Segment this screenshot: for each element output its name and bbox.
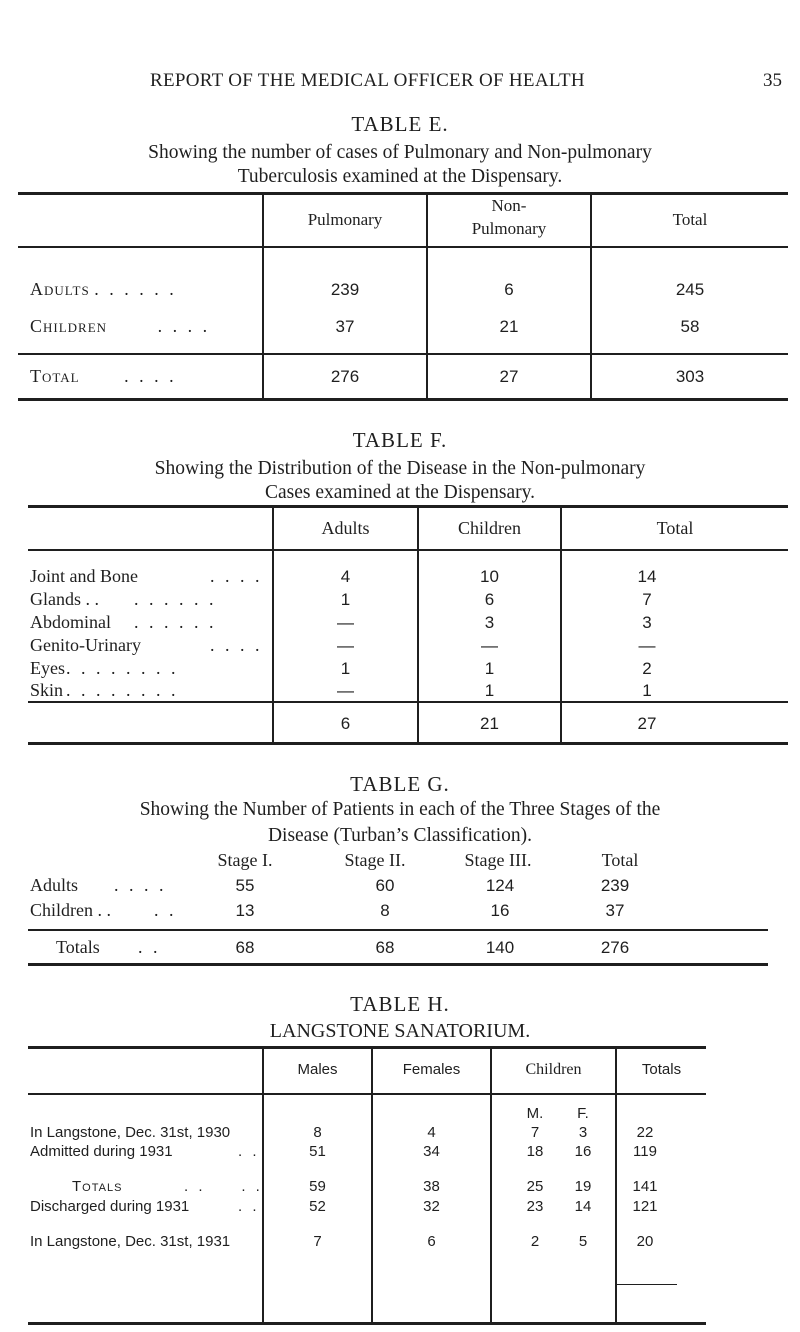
- table-g-cell: 239: [600, 876, 630, 895]
- table-f-cell: 1: [340, 590, 351, 609]
- table-e-cell: 58: [680, 317, 700, 336]
- table-h-cell: 141: [632, 1178, 658, 1195]
- table-h-cell: 7: [313, 1233, 322, 1250]
- table-h-cell: 51: [309, 1143, 326, 1160]
- table-e-top-rule: [18, 192, 788, 195]
- table-h-cell: 121: [632, 1198, 658, 1215]
- table-g-cell: 16: [490, 901, 510, 920]
- table-f-row-label: Joint and Bone . . . .: [30, 566, 263, 586]
- table-f-cell: 2: [642, 659, 652, 678]
- table-g-subtitle-2: Disease (Turban’s Classification).: [267, 825, 533, 846]
- table-e-cell: 6: [504, 280, 514, 299]
- table-e-col-non-2: Pulmonary: [471, 219, 547, 238]
- table-f-subtitle-2: Cases examined at the Dispensary.: [264, 482, 536, 503]
- table-f-cell: —: [638, 636, 656, 655]
- table-e-row-label: Children . . . .: [30, 316, 211, 336]
- table-h-title: TABLE H.: [350, 992, 450, 1016]
- table-f-cell: 14: [637, 567, 657, 586]
- table-g-col-stage1: Stage I.: [217, 850, 273, 870]
- table-h-row-label: Totals . . . .: [72, 1178, 263, 1195]
- table-g-title: TABLE G.: [350, 772, 450, 796]
- table-e-total-rule: [18, 353, 788, 355]
- table-h-bottom-rule: [28, 1322, 706, 1325]
- table-f-cell: 1: [642, 681, 652, 700]
- table-f-cell: 7: [642, 590, 652, 609]
- table-e-title: TABLE E.: [351, 112, 449, 136]
- table-e-cell: 239: [330, 280, 360, 299]
- table-e-header-rule: [18, 246, 788, 248]
- table-g-total-cell: 140: [485, 938, 515, 957]
- table-f-cell: 3: [642, 613, 652, 632]
- table-g-subtitle-1: Showing the Number of Patients in each of the Three Stages of the: [139, 799, 661, 820]
- table-e-bottom-rule: [18, 398, 788, 401]
- page-header: [0, 70, 800, 100]
- table-g-cell: 8: [380, 901, 390, 920]
- table-f-total-cell: 27: [637, 714, 657, 733]
- table-h-row-label: Discharged during 1931 . .: [30, 1198, 260, 1215]
- table-f-top-rule: [28, 505, 788, 508]
- table-h-cell: 7: [530, 1124, 540, 1141]
- table-f-cell: 6: [484, 590, 495, 609]
- table-h-cell: 20: [636, 1233, 654, 1250]
- table-f-cell: 4: [340, 567, 351, 586]
- table-g-col-stage3: Stage III.: [464, 850, 532, 870]
- table-e-col-total: Total: [672, 210, 708, 229]
- table-g-cell: 55: [235, 876, 255, 895]
- table-h-cell: 38: [423, 1178, 440, 1195]
- table-f-subtitle-1: Showing the Distribution of the Disease in the Non-pulmonary: [154, 458, 646, 479]
- table-f-row-label: Abdominal . . . . . .: [30, 612, 217, 632]
- table-h-totals-rule: [617, 1284, 677, 1285]
- table-h-col-totals: Totals: [641, 1061, 682, 1078]
- table-h-cell: 4: [427, 1124, 436, 1141]
- table-f-total-cell: 6: [340, 714, 351, 733]
- table-f-row-label: Eyes . . . . . . . .: [30, 658, 179, 678]
- table-f-cell: —: [337, 636, 354, 655]
- table-g-col-total: Total: [601, 850, 639, 870]
- table-f-cell: —: [337, 681, 354, 700]
- table-f-header-rule: [28, 549, 788, 551]
- table-h-header-rule: [28, 1093, 706, 1095]
- table-h-cell: 16: [574, 1143, 592, 1160]
- table-f-col-adults: Adults: [321, 518, 370, 538]
- table-e-cell: 276: [330, 367, 360, 386]
- page-number: 35: [763, 70, 782, 91]
- table-h-cell: 32: [423, 1198, 440, 1215]
- table-h-col-females: Females: [402, 1061, 461, 1078]
- table-f-row-label: Skin . . . . . . . .: [30, 680, 179, 700]
- table-h-cell: 5: [578, 1233, 588, 1250]
- table-h-col-children: Children: [525, 1061, 582, 1078]
- table-g-cell: 13: [235, 901, 255, 920]
- table-h-cell: 25: [526, 1178, 544, 1195]
- table-h-sub-m: M.: [526, 1105, 544, 1122]
- table-g-col-stage2: Stage II.: [344, 850, 406, 870]
- table-f-cell: —: [481, 636, 498, 655]
- table-h-cell: 3: [578, 1124, 588, 1141]
- table-f-cell: 10: [480, 567, 499, 586]
- table-h-cell: 34: [423, 1143, 440, 1160]
- table-h-top-rule: [28, 1046, 706, 1049]
- table-f-col-total: Total: [656, 518, 694, 538]
- table-f-total-rule: [28, 701, 788, 703]
- table-h-sub-f: F.: [577, 1105, 589, 1122]
- table-f-row-label: Genito-Urinary . . . .: [30, 635, 263, 655]
- table-g-total-cell: 68: [375, 938, 395, 957]
- table-g-total-cell: 276: [600, 938, 630, 957]
- table-e-cell: 21: [499, 317, 519, 336]
- table-f-total-cell: 21: [480, 714, 499, 733]
- table-e-cell: 27: [499, 367, 519, 386]
- table-g-row-label: Adults . . . .: [30, 875, 167, 895]
- table-g-cell: 37: [605, 901, 625, 920]
- table-e-subtitle-2: Tuberculosis examined at the Dispensary.: [237, 166, 563, 187]
- table-f-bottom-rule: [28, 742, 788, 745]
- table-g-total-rule: [28, 929, 768, 931]
- table-h-row-label: In Langstone, Dec. 31st, 1931: [30, 1233, 231, 1250]
- table-h-cell: 22: [636, 1124, 654, 1141]
- table-h-row-label: Admitted during 1931 . .: [30, 1143, 260, 1160]
- table-e-subtitle-1: Showing the number of cases of Pulmonary and Non-pulmonary: [148, 142, 652, 163]
- table-h-subtitle: LANGSTONE SANATORIUM.: [269, 1020, 531, 1042]
- table-h-cell: 18: [526, 1143, 544, 1160]
- table-h-cell: 8: [313, 1124, 322, 1141]
- table-f-cell: 3: [484, 613, 495, 632]
- table-g-bottom-rule: [28, 963, 768, 966]
- table-e-total-label: Total . . . .: [30, 366, 177, 386]
- table-h-cell: 14: [574, 1198, 592, 1215]
- table-h-cell: 59: [309, 1178, 326, 1195]
- table-g-total-label: Totals . .: [56, 937, 161, 957]
- table-h-cell: 52: [309, 1198, 326, 1215]
- table-f-cell: 1: [484, 659, 495, 678]
- table-f-cell: —: [337, 613, 354, 632]
- table-g-cell: 60: [375, 876, 395, 895]
- table-e-cell: 37: [335, 317, 355, 336]
- table-e-cell: 303: [675, 367, 705, 386]
- table-f-cell: 1: [484, 681, 495, 700]
- table-f-cell: 1: [340, 659, 351, 678]
- table-h-cell: 119: [633, 1143, 657, 1160]
- table-e-col-non-1: Non-: [491, 196, 527, 215]
- table-h-col-rule-3: [490, 1048, 492, 1324]
- report-title: REPORT OF THE MEDICAL OFFICER OF HEALTH: [150, 70, 585, 91]
- table-f-row-label: Glands . . . . . . . .: [30, 589, 217, 609]
- table-e-row-label: Adults . . . . . .: [30, 279, 177, 299]
- table-h-cell: 23: [526, 1198, 544, 1215]
- table-g-cell: 124: [485, 876, 515, 895]
- table-h-cell: 6: [427, 1233, 436, 1250]
- table-h-row-label: In Langstone, Dec. 31st, 1930: [30, 1124, 231, 1141]
- table-h-col-males: Males: [297, 1061, 338, 1078]
- table-f-col-children: Children: [458, 518, 521, 538]
- table-f-title: TABLE F.: [352, 428, 448, 452]
- table-g-total-cell: 68: [235, 938, 255, 957]
- table-g-row-label: Children . . . .: [30, 900, 177, 920]
- table-h-cell: 2: [530, 1233, 540, 1250]
- table-e-col-pulmonary: Pulmonary: [307, 210, 383, 229]
- table-e-cell: 245: [675, 280, 705, 299]
- table-h-cell: 19: [574, 1178, 592, 1195]
